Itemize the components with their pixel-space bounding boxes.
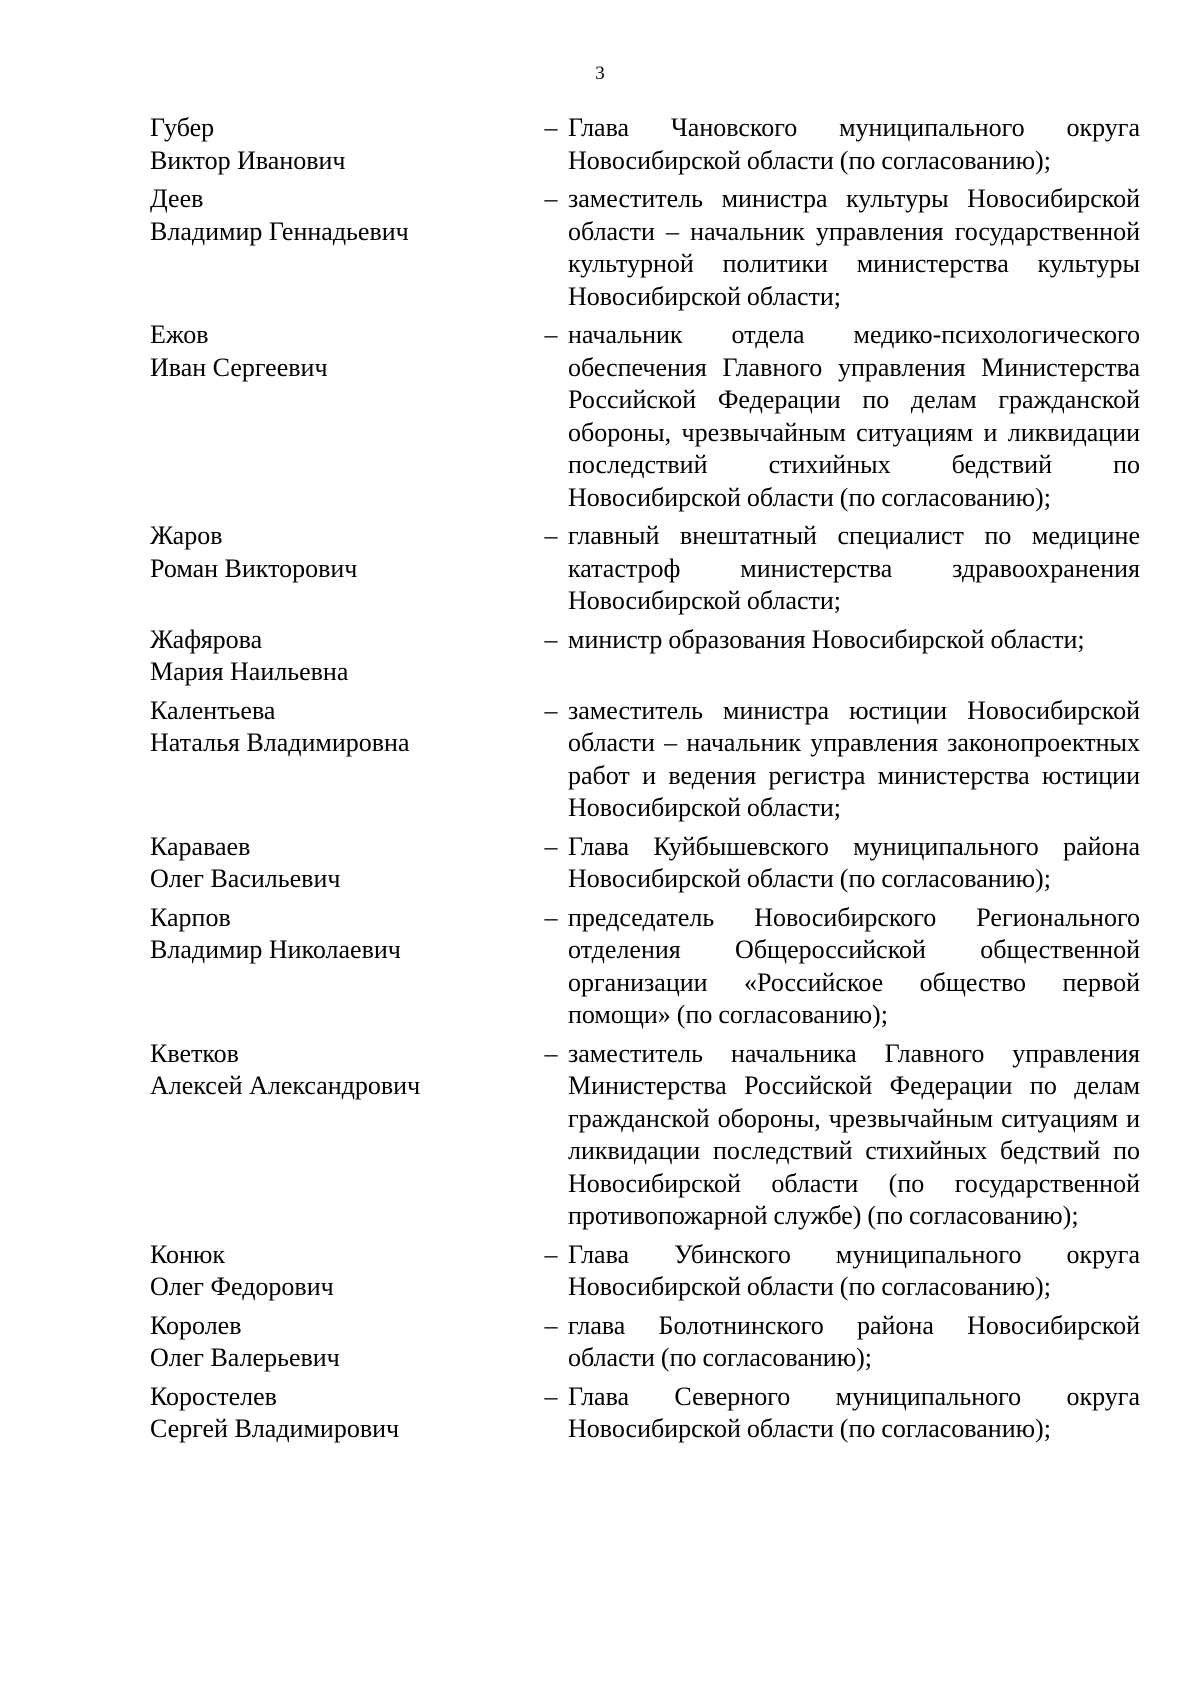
member-entry bbox=[150, 902, 1140, 1032]
member-role: председатель Новосибирского Регионального отделения Общероссийской общественной организации «Российское общество первой помощи» (по согласованию); bbox=[568, 902, 1140, 1029]
member-name bbox=[150, 624, 522, 689]
member-surname: Ежов bbox=[150, 320, 209, 349]
member-entry bbox=[150, 831, 1140, 896]
member-entry bbox=[150, 695, 1140, 825]
member-name bbox=[150, 902, 522, 1032]
member-name bbox=[150, 319, 522, 514]
member-surname: Карпов bbox=[150, 902, 231, 932]
member-entry bbox=[150, 319, 1140, 514]
member-entry bbox=[150, 624, 1140, 689]
member-entry bbox=[150, 1038, 1140, 1233]
member-role: заместитель министра юстиции Новосибирской области – начальник управления законопроектных работ и ведения регистра министерства юстиции Новосибирской области; bbox=[568, 695, 1140, 822]
member-first-names: Олег Федорович bbox=[150, 1272, 334, 1301]
member-entry bbox=[150, 183, 1140, 313]
member-entry bbox=[150, 1381, 1140, 1446]
member-surname: Деев bbox=[150, 184, 204, 213]
member-dash: – bbox=[544, 902, 558, 932]
member-role: заместитель министра культуры Новосибирской области – начальник управления государственной культурной политики министерства культуры Новосибирской области; bbox=[568, 184, 1140, 311]
member-entry bbox=[150, 1239, 1140, 1304]
member-dash: – bbox=[544, 521, 558, 550]
member-first-names: Виктор Иванович bbox=[150, 145, 346, 175]
member-surname: Конюк bbox=[150, 1239, 226, 1269]
member-first-names: Роман Викторович bbox=[150, 553, 358, 583]
member-name bbox=[150, 695, 522, 825]
member-first-names: Мария Наильевна bbox=[150, 657, 349, 686]
member-name bbox=[150, 1038, 522, 1233]
member-role: Глава Убинского муниципального округа Новосибирской области (по согласованию); bbox=[568, 1239, 1140, 1301]
member-dash: – bbox=[544, 320, 558, 349]
member-role: главный внештатный специалист по медицине катастроф министерства здравоохранения Новосибирской области; bbox=[568, 521, 1140, 615]
member-dash: – bbox=[544, 113, 558, 142]
member-surname: Губер bbox=[150, 113, 215, 142]
member-dash: – bbox=[544, 624, 558, 654]
member-name bbox=[150, 831, 522, 896]
member-surname: Кветков bbox=[150, 1038, 239, 1068]
member-list bbox=[150, 112, 1140, 1452]
member-role: заместитель начальника Главного управления Министерства Российской Федерации по делам гражданской обороны, чрезвычайным ситуациям и ликвидации последствий стихийных бедствий по Новосибирской области (по государственной противопожарной службе) (по согласованию); bbox=[568, 1038, 1140, 1230]
member-surname: Королев bbox=[150, 1310, 242, 1340]
member-first-names: Алексей Александрович bbox=[150, 1071, 421, 1100]
member-first-names: Наталья Владимировна bbox=[150, 728, 410, 757]
member-role: министр образования Новосибирской области; bbox=[568, 624, 1085, 654]
member-name bbox=[150, 1310, 522, 1375]
member-role: глава Болотнинского района Новосибирской области (по согласованию); bbox=[568, 1310, 1140, 1372]
member-surname: Жаров bbox=[150, 521, 223, 550]
member-role: Глава Чановского муниципального округа Новосибирской области (по согласованию); bbox=[568, 113, 1140, 175]
member-first-names: Олег Васильевич bbox=[150, 864, 341, 893]
member-dash: – bbox=[544, 695, 558, 725]
member-dash: – bbox=[544, 184, 558, 213]
member-surname: Калентьева bbox=[150, 695, 276, 725]
member-name bbox=[150, 520, 522, 618]
member-entry bbox=[150, 112, 1140, 177]
member-first-names: Иван Сергеевич bbox=[150, 352, 328, 382]
member-name bbox=[150, 183, 522, 313]
member-name bbox=[150, 1239, 522, 1304]
page-number: 3 bbox=[595, 63, 605, 84]
member-dash: – bbox=[544, 1381, 558, 1411]
member-surname: Коростелев bbox=[150, 1381, 277, 1411]
member-first-names: Сергей Владимирович bbox=[150, 1414, 400, 1443]
member-surname: Жафярова bbox=[150, 624, 263, 654]
member-first-names: Владимир Геннадьевич bbox=[150, 216, 409, 246]
member-role: начальник отдела медико-психологического обеспечения Главного управления Министерства Российской Федерации по делам гражданской обороны, чрезвычайным ситуациям и ликвидации последствий стихийных бедствий по Новосибирской области (по согласованию); bbox=[568, 320, 1140, 512]
member-role: Глава Куйбышевского муниципального района Новосибирской области (по согласованию); bbox=[568, 831, 1140, 893]
member-first-names: Владимир Николаевич bbox=[150, 935, 401, 964]
member-role: Глава Северного муниципального округа Новосибирской области (по согласованию); bbox=[568, 1381, 1140, 1443]
member-name bbox=[150, 1381, 522, 1446]
member-entry bbox=[150, 520, 1140, 618]
member-dash: – bbox=[544, 1239, 558, 1269]
member-surname: Караваев bbox=[150, 831, 251, 861]
member-first-names: Олег Валерьевич bbox=[150, 1343, 340, 1372]
member-dash: – bbox=[544, 1038, 558, 1068]
member-name bbox=[150, 112, 522, 177]
member-dash: – bbox=[544, 1310, 558, 1340]
member-entry bbox=[150, 1310, 1140, 1375]
member-dash: – bbox=[544, 831, 558, 861]
